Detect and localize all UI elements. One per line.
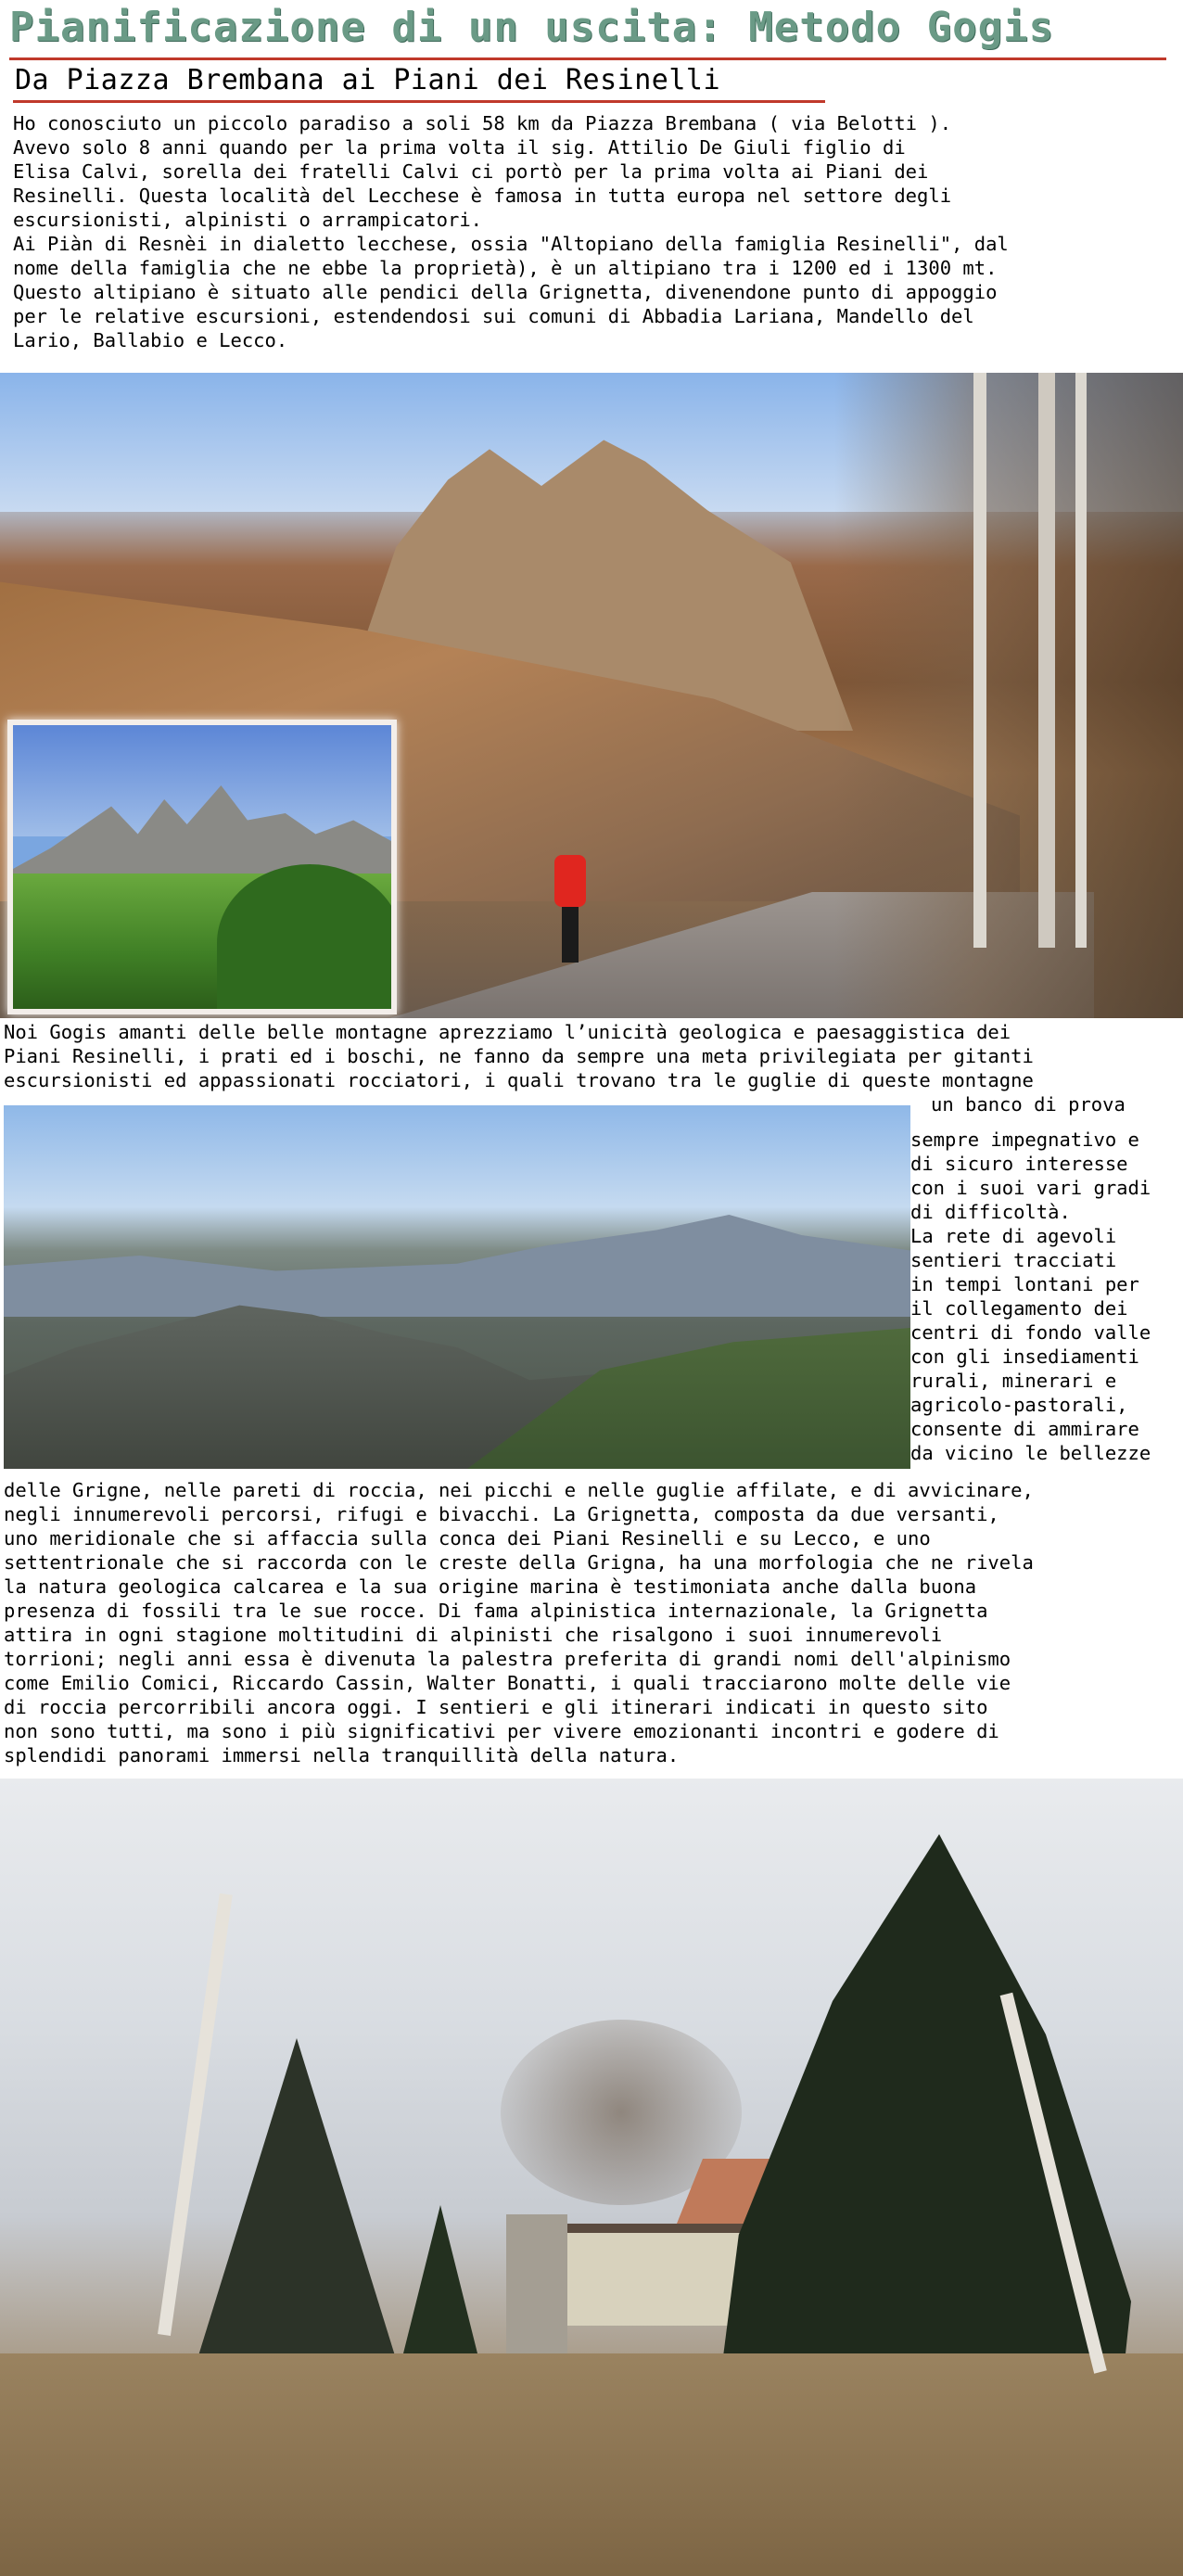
page-title: Pianificazione di un uscita: Metodo Gogis	[9, 4, 1055, 51]
subtitle-underline	[13, 100, 825, 103]
title-underline	[9, 57, 1166, 60]
birch-trunk	[1038, 373, 1055, 948]
trees-and-refuge-photo	[0, 1779, 1183, 2576]
section-2-paragraph-end: un banco di prova	[931, 1093, 1126, 1116]
hiker-figure	[554, 855, 586, 966]
section-3-column-text: sempre impegnativo e di sicuro interesse con i suoi vari gradi di difficoltà. La rete di agevoli sentieri tracciati in tempi lontani per il collegamento dei centri di fondo valle con gli insediamenti rurali, minerari e agricolo-pastorali, consente di ammirare da vicino le bellezze	[910, 1129, 1151, 1464]
photo-stone-monument	[506, 2214, 567, 2353]
birch-trunk	[973, 373, 986, 948]
section-4-paragraph: delle Grigne, nelle pareti di roccia, nei picchi e nelle guglie affilate, e di avvicinare, negli innumerevoli percorsi, rifugi e bivacchi. La Grignetta, composta da due versanti, uno meridionale che si affaccia sulla conca dei Piani Resinelli e su Lecco, e uno settentrionale che si raccorda con le creste della Grigna, ha una morfologia che ne rivela la natura geologica calcarea e la sua origine marina è testimoniata anche dalla buona presenza di fossili tra le sue rocce. Di fama alpinistica internazionale, la Grignetta attira in ogni stagione moltitudini di alpinisti che risalgono i suoi innumerevoli torrioni; negli anni essa è divenuta la palestra preferita di grandi nomi dell'alpinismo come Emilio Comici, Riccardo Cassin, Walter Bonatti, i quali tracciarono molte delle vie di roccia percorribili ancora oggi. I sentieri e gli itinerari indicati in questo sito non sono tutti, ma sono i più significativi per vivere emozionanti incontri e godere di splendidi panorami immersi nella tranquillità della natura.	[4, 1479, 1034, 1766]
page-subtitle: Da Piazza Brembana ai Piani dei Resinelli	[15, 64, 721, 96]
birch-trunk	[1075, 373, 1087, 948]
birch-trunk	[158, 1894, 233, 2336]
panorama-far-mountains	[4, 1215, 910, 1317]
photo-dry-meadow	[0, 2353, 1183, 2576]
photo-birch-grove	[834, 373, 1183, 1018]
intro-paragraph: Ho conosciuto un piccolo paradiso a soli 58 km da Piazza Brembana ( via Belotti ). Avevo solo 8 anni quando per la prima volta il sig. Attilio De Giuli figlio di Elisa Calvi, sorella dei fratelli Calvi ci portò per la prima volta ai Piani dei Resinelli. Questa località del Lecchese è famosa in tutta europa nel settore degli escursionisti, alpinisti o arrampicatori. Ai Piàn di Resnèi in dialetto lecchese, ossia "Altopiano della famiglia Resinelli", dal nome della famiglia che ne ebbe la proprietà), è un altipiano tra i 1200 ed i 1300 mt. Questo altipiano è situato alle pendici della Grignetta, divenendone punto di appoggio per le relative escursioni, estendendosi sui comuni di Abbadia Lariana, Mandello del Lario, Ballabio e Lecco.	[13, 112, 1009, 351]
section-2-paragraph: Noi Gogis amanti delle belle montagne aprezziamo l’unicità geologica e paesaggistica dei Piani Resinelli, i prati ed i boschi, ne fanno da sempre una meta privilegiata per gitanti escursionisti ed appassionati rocciatori, i quali trovano tra le guglie di queste montagne	[4, 1021, 1034, 1091]
inset-mountain-photo	[7, 720, 397, 1014]
valley-panorama-photo	[4, 1105, 910, 1469]
inset-bush	[217, 864, 397, 1014]
